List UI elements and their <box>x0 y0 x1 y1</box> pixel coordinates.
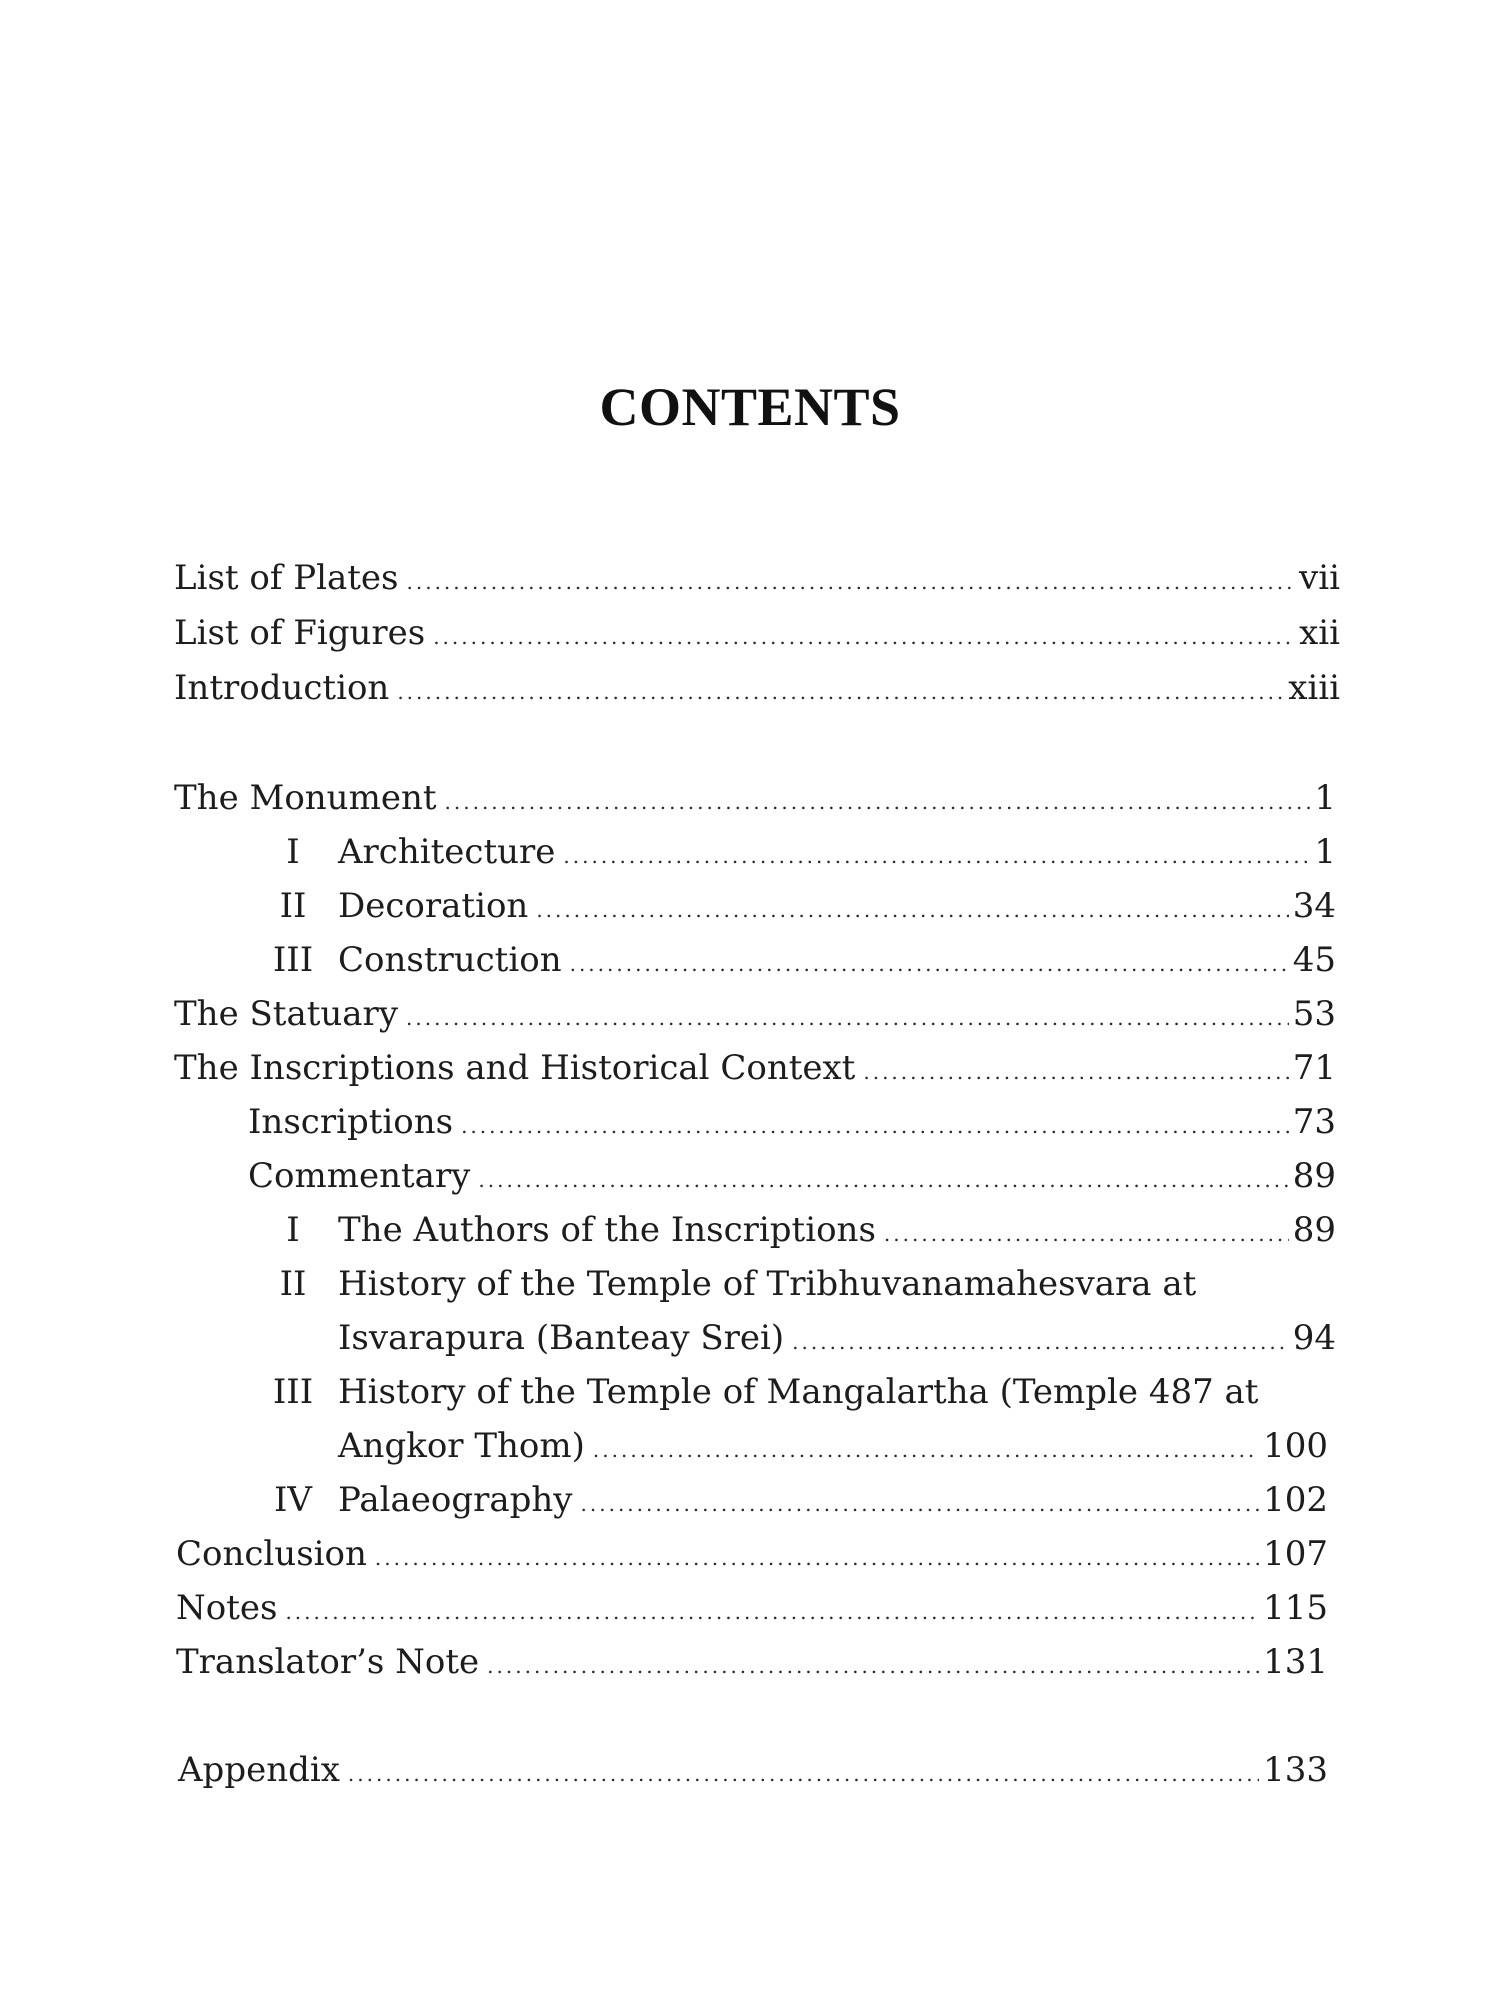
toc-entry-the-monument[interactable] <box>174 778 1336 822</box>
toc-entry-page: 102 <box>1263 1480 1328 1520</box>
toc-entry-inscriptions[interactable] <box>248 1102 1336 1146</box>
leader-dots <box>478 1160 1288 1200</box>
toc-entry-label-continued: Isvarapura (Banteay Srei) <box>338 1318 785 1358</box>
leader-dots <box>433 617 1295 657</box>
toc-entry-page: 45 <box>1292 940 1336 980</box>
toc-entry-label: List of Figures <box>174 613 426 653</box>
toc-entry-number: I <box>286 832 300 872</box>
toc-entry-page: 131 <box>1263 1642 1328 1682</box>
toc-entry-number: IV <box>274 1480 312 1520</box>
toc-entry-inscriptions-and-historical-context[interactable] <box>174 1048 1336 1092</box>
toc-entry-page: 107 <box>1263 1534 1328 1574</box>
leader-dots <box>445 782 1311 822</box>
toc-entry-page: 100 <box>1263 1426 1328 1466</box>
page-title: CONTENTS <box>599 377 901 437</box>
toc-entry-palaeography[interactable] <box>262 1480 1328 1524</box>
leader-dots <box>792 1322 1289 1362</box>
toc-entry-decoration[interactable] <box>262 886 1336 930</box>
toc-entry-number: III <box>272 1372 314 1412</box>
toc-entry-label: The Monument <box>174 778 437 818</box>
toc-entry-introduction[interactable] <box>174 668 1340 712</box>
leader-dots <box>563 836 1310 876</box>
toc-entry-label: Commentary <box>248 1156 471 1196</box>
toc-entry-temple-tribhuvanamahesvara-line2[interactable] <box>338 1318 1336 1362</box>
leader-dots <box>375 1538 1259 1578</box>
toc-entry-number: I <box>286 1210 300 1250</box>
toc-entry-page: 1 <box>1314 832 1336 872</box>
toc-entry-label: Decoration <box>338 886 529 926</box>
toc-entry-number: III <box>272 940 314 980</box>
toc-entry-architecture[interactable] <box>262 832 1336 876</box>
toc-entry-appendix[interactable] <box>178 1750 1328 1794</box>
toc-entry-page: xiii <box>1288 668 1340 708</box>
toc-entry-label: Architecture <box>338 832 556 872</box>
toc-entry-page: 34 <box>1292 886 1336 926</box>
toc-entry-label: Palaeography <box>338 1480 573 1520</box>
leader-dots <box>593 1430 1259 1470</box>
toc-entry-label: Construction <box>338 940 562 980</box>
toc-entry-list-of-figures[interactable] <box>174 613 1340 657</box>
leader-dots <box>884 1214 1289 1254</box>
toc-entry-label: History of the Temple of Tribhuvanamahesvara at <box>338 1264 1197 1304</box>
toc-entry-label: Introduction <box>174 668 390 708</box>
toc-entry-page: 133 <box>1263 1750 1328 1790</box>
toc-entry-page: vii <box>1299 558 1340 598</box>
leader-dots <box>536 890 1288 930</box>
leader-dots <box>407 562 1296 602</box>
toc-entry-page: 89 <box>1292 1210 1336 1250</box>
toc-entry-label: The Inscriptions and Historical Context <box>174 1048 856 1088</box>
toc-entry-page: 115 <box>1263 1588 1328 1628</box>
leader-dots <box>570 944 1289 984</box>
toc-entry-page: 71 <box>1292 1048 1336 1088</box>
toc-entry-page: 89 <box>1292 1156 1336 1196</box>
toc-entry-label-continued: Angkor Thom) <box>338 1426 585 1466</box>
toc-entry-list-of-plates[interactable] <box>174 558 1340 602</box>
leader-dots <box>487 1646 1259 1686</box>
toc-entry-temple-mangalartha-line2[interactable] <box>338 1426 1328 1470</box>
toc-entry-label: The Authors of the Inscriptions <box>338 1210 876 1250</box>
toc-entry-label: Appendix <box>178 1750 340 1790</box>
toc-entry-label: Translator’s Note <box>176 1642 480 1682</box>
toc-entry-translators-note[interactable] <box>176 1642 1328 1686</box>
toc-entry-number: II <box>279 1264 307 1304</box>
toc-entry-the-statuary[interactable] <box>174 994 1336 1038</box>
toc-entry-label: List of Plates <box>174 558 399 598</box>
toc-entry-label: Conclusion <box>176 1534 367 1574</box>
toc-entry-page: 94 <box>1292 1318 1336 1358</box>
toc-entry-temple-mangalartha-line1[interactable] <box>262 1372 1258 1412</box>
leader-dots <box>461 1106 1289 1146</box>
toc-entry-label: Inscriptions <box>248 1102 454 1142</box>
toc-entry-temple-tribhuvanamahesvara-line1[interactable] <box>262 1264 1196 1304</box>
toc-entry-page: xii <box>1299 613 1340 653</box>
leader-dots <box>863 1052 1288 1092</box>
toc-entry-number: II <box>279 886 307 926</box>
toc-entry-page: 53 <box>1292 994 1336 1034</box>
toc-entry-conclusion[interactable] <box>176 1534 1328 1578</box>
leader-dots <box>285 1592 1259 1632</box>
toc-entry-notes[interactable] <box>176 1588 1328 1632</box>
toc-entry-page: 73 <box>1292 1102 1336 1142</box>
toc-entry-construction[interactable] <box>262 940 1336 984</box>
toc-entry-label: The Statuary <box>174 994 399 1034</box>
leader-dots <box>397 672 1284 712</box>
leader-dots <box>348 1754 1259 1794</box>
toc-entry-page: 1 <box>1314 778 1336 818</box>
toc-entry-label: Notes <box>176 1588 278 1628</box>
toc-entry-commentary[interactable] <box>248 1156 1336 1200</box>
toc-entry-authors-of-the-inscriptions[interactable] <box>262 1210 1336 1254</box>
toc-entry-label: History of the Temple of Mangalartha (Temple 487 at <box>338 1372 1259 1412</box>
leader-dots <box>406 998 1289 1038</box>
leader-dots <box>581 1484 1260 1524</box>
